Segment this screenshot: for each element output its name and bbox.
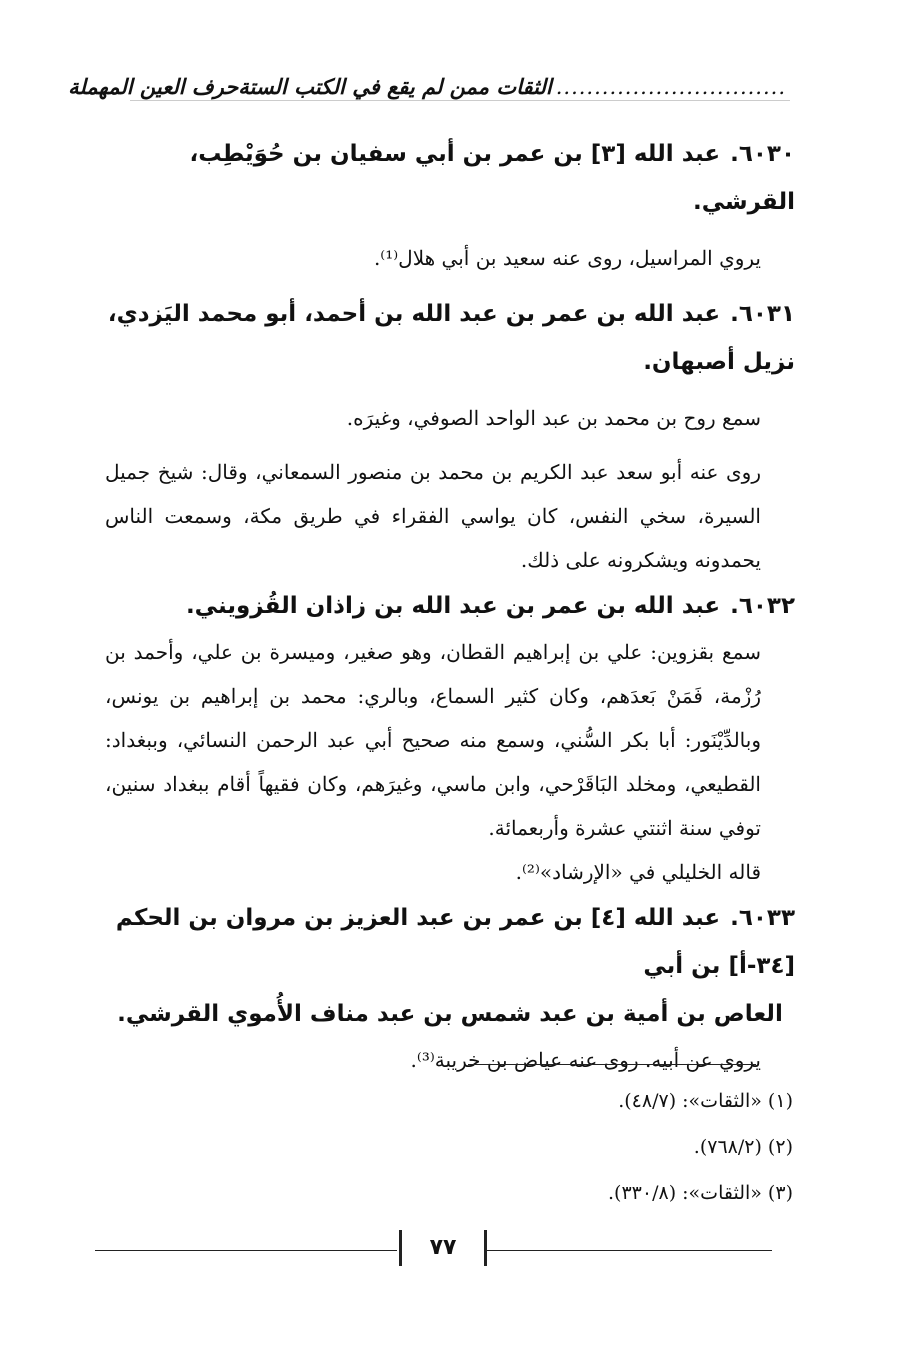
entry-paragraph: روى عنه أبو سعد عبد الكريم بن محمد بن منصور السمعاني، وقال: شيخ جميل السيرة، سخي النفس، كان يواسي الفقراء في طريق مكة، وسمعت الناس يحمدونه ويشكرونه على ذلك. <box>105 460 761 572</box>
entry-name: عبد الله بن عمر بن عبد الله بن زاذان القُزويني. <box>185 593 721 619</box>
page-number-rule-right <box>484 1250 772 1251</box>
running-head-dots: .............................. <box>555 75 786 99</box>
running-head-book-title: الثقات ممن لم يقع في الكتب الستة <box>238 74 552 99</box>
entry-name-line1: عبد الله [٤] بن عمر بن عبد العزيز بن مروان بن الحكم [٣٤-أ] بن أبي <box>115 905 795 979</box>
page-number: ٧٧ <box>399 1230 487 1266</box>
entry-heading-6030 <box>105 130 795 226</box>
entry-heading-6032 <box>105 582 795 630</box>
main-text <box>105 130 795 1082</box>
page-number-rule-left <box>95 1250 397 1251</box>
footnote-1: (١) «الثقات»: (٤٨/٧). <box>618 1090 793 1112</box>
running-head-chapter: حرف العين المهملة <box>68 74 239 99</box>
entry-paragraph: سمع روح بن محمد بن عبد الواحد الصوفي، وغيرَه. <box>346 406 761 430</box>
entry-paragraph: يروي المراسيل، روى عنه سعيد بن أبي هلال⁽¹⁾. <box>373 246 761 270</box>
footnote-separator <box>468 1064 756 1065</box>
entry-number: ٦٠٣٣. <box>730 905 795 931</box>
entry-number: ٦٠٣٢. <box>730 593 795 619</box>
entry-paragraph: قاله الخليلي في «الإرشاد»⁽²⁾. <box>515 860 761 884</box>
entry-number: ٦٠٣٠. <box>730 141 795 167</box>
entry-paragraph: يروي عن أبيه. روى عنه عياض بن خريبة⁽³⁾. <box>410 1048 761 1072</box>
entry-name-line2: العاص بن أمية بن عبد شمس بن عبد مناف الأُموي القرشي. <box>117 1001 783 1027</box>
entry-heading-6033 <box>105 894 795 990</box>
entry-paragraph: سمع بقزوين: علي بن إبراهيم القطان، وهو صغير، وميسرة بن علي، وأحمد بن رُزْمة، فَمَنْ بَعدَهم، وكان كثير السماع، وبالري: محمد بن إبراهيم بن يونس، وبالدِّيْنَور: أبا بكر السُّني، وسمع منه صحيح أبي عبد الرحمن النسائي، وببغداد: القطيعي، ومخلد البَاقَرْحي، وابن ماسي، وغيرَهم، وكان فقيهاً أقام ببغداد سنين، توفي سنة اثنتي عشرة وأربعمائة. <box>105 640 761 840</box>
entry-heading-6031 <box>105 290 795 386</box>
footnote-2: (٢) (٧٦٨/٢). <box>693 1136 793 1158</box>
entry-name: عبد الله بن عمر بن عبد الله بن أحمد، أبو محمد اليَزدي، نزيل أصبهان. <box>107 301 795 375</box>
footnotes <box>193 1078 793 1216</box>
running-head-rule <box>130 100 790 101</box>
footnote-3: (٣) «الثقات»: (٣٣٠/٨). <box>608 1182 793 1204</box>
running-head <box>68 74 790 99</box>
entry-number: ٦٠٣١. <box>730 301 795 327</box>
entry-name: عبد الله [٣] بن عمر بن أبي سفيان بن حُوَيْطِب، القرشي. <box>189 141 795 215</box>
